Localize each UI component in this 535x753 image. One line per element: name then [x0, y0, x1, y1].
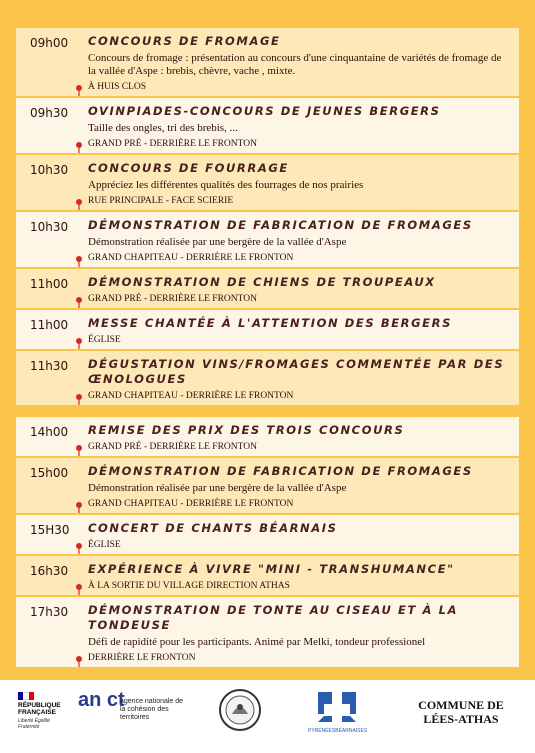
- event-title: EXPÉRIENCE À VIVRE "MINI - TRANSHUMANCE": [88, 562, 455, 576]
- event-location: [88, 581, 511, 591]
- event-location: [88, 499, 511, 509]
- pyrenees-bearnaises-logo: [308, 686, 366, 736]
- event-title: REMISE DES PRIX DES TROIS CONCOURS: [88, 423, 405, 437]
- event-title: DÉMONSTRATION DE FABRICATION DE FROMAGES: [88, 464, 473, 478]
- location-pin-icon: [75, 501, 83, 513]
- event-time: 09h00: [30, 36, 69, 50]
- pyrenees-bearnaises-icon: [308, 686, 366, 728]
- event-title: DÉMONSTRATION DE CHIENS DE TROUPEAUX: [88, 275, 436, 289]
- municipal-seal-icon: [218, 688, 262, 732]
- event-location: [88, 653, 511, 663]
- event-time: 10h30: [30, 163, 69, 177]
- schedule-row: [16, 153, 519, 210]
- event-time: 17h30: [30, 605, 69, 619]
- event-location-text: GRAND CHAPITEAU - DERRIÈRE LE FRONTON: [88, 391, 294, 401]
- event-location: [88, 82, 511, 92]
- event-location: [88, 540, 511, 550]
- event-title: CONCOURS DE FROMAGE: [88, 34, 281, 48]
- event-title: MESSE CHANTÉE À L'ATTENTION DES BERGERS: [88, 316, 452, 330]
- location-pin-icon: [75, 393, 83, 405]
- event-description: Démonstration réalisée par une bergère de la vallée d'Aspe: [88, 236, 347, 248]
- schedule-row: [16, 26, 519, 96]
- event-location: [88, 139, 511, 149]
- event-location: [88, 196, 511, 206]
- partner-footer: [0, 680, 535, 753]
- schedule-row: [16, 349, 519, 405]
- event-title: DÉMONSTRATION DE FABRICATION DE FROMAGES: [88, 218, 473, 232]
- event-title: DÉGUSTATION VINS/FROMAGES COMMENTÉE PAR DES ŒNOLOGUES: [88, 357, 505, 386]
- event-location: [88, 253, 511, 263]
- event-location-text: GRAND CHAPITEAU - DERRIÈRE LE FRONTON: [88, 253, 294, 263]
- event-location-text: GRAND CHAPITEAU - DERRIÈRE LE FRONTON: [88, 499, 294, 509]
- schedule-row: [16, 210, 519, 267]
- event-time: 09h30: [30, 106, 69, 120]
- event-time: 10h30: [30, 220, 69, 234]
- event-description: Défi de rapidité pour les participants. Animé par Melki, tondeur professionel: [88, 636, 426, 648]
- event-description: Taille des ongles, tri des brebis, ...: [88, 122, 238, 134]
- location-pin-icon: [75, 141, 83, 153]
- location-pin-icon: [75, 655, 83, 667]
- event-time: 11h00: [30, 277, 69, 291]
- event-title: CONCOURS DE FOURRAGE: [88, 161, 289, 175]
- event-location: [88, 442, 511, 452]
- event-location-text: ÉGLISE: [88, 335, 121, 345]
- commune-line1: COMMUNE DE: [418, 698, 504, 712]
- schedule-row: [16, 513, 519, 554]
- event-location-text: ÉGLISE: [88, 540, 121, 550]
- event-time: 14h00: [30, 425, 69, 439]
- republique-title: RÉPUBLIQUE FRANÇAISE: [18, 702, 61, 716]
- schedule-row: [16, 267, 519, 308]
- anct-text: agence nationale de la cohésion des territoires: [120, 698, 184, 721]
- event-location-text: RUE PRINCIPALE - FACE SCIERIE: [88, 196, 234, 206]
- republique-motto: Liberté Égalité Fraternité: [18, 718, 50, 730]
- pyrenees-label: PYRÉNÉESBÉARNAISES: [308, 728, 368, 734]
- location-pin-icon: [75, 84, 83, 96]
- commune-line2: LÉES-ATHAS: [423, 712, 499, 726]
- schedule-row: [16, 415, 519, 456]
- event-location-text: GRAND PRÉ - DERRIÈRE LE FRONTON: [88, 139, 257, 149]
- event-location-text: À LA SORTIE DU VILLAGE DIRECTION ATHAS: [88, 581, 290, 591]
- schedule-row: [16, 456, 519, 513]
- commune-name: [396, 698, 526, 726]
- schedule-list: [16, 26, 519, 667]
- event-time: 15H30: [30, 523, 70, 537]
- event-location: [88, 294, 511, 304]
- event-title: DÉMONSTRATION DE TONTE AU CISEAU ET À LA TONDEUSE: [88, 603, 459, 632]
- location-pin-icon: [75, 337, 83, 349]
- event-time: 16h30: [30, 564, 69, 578]
- event-description: Démonstration réalisée par une bergère de la vallée d'Aspe: [88, 482, 347, 494]
- event-location-text: GRAND PRÉ - DERRIÈRE LE FRONTON: [88, 442, 257, 452]
- schedule-row: [16, 554, 519, 595]
- republique-francaise-logo: [18, 692, 68, 730]
- location-pin-icon: [75, 444, 83, 456]
- anct-logo: [78, 690, 188, 730]
- schedule-row: [16, 96, 519, 153]
- event-location-text: GRAND PRÉ - DERRIÈRE LE FRONTON: [88, 294, 257, 304]
- location-pin-icon: [75, 583, 83, 595]
- event-location: [88, 391, 511, 401]
- anct-mark: an ct: [78, 689, 125, 711]
- schedule-row: [16, 595, 519, 667]
- event-title: CONCERT DE CHANTS BÉARNAIS: [88, 521, 338, 535]
- location-pin-icon: [75, 198, 83, 210]
- event-time: 15h00: [30, 466, 69, 480]
- event-time: 11h00: [30, 318, 69, 332]
- event-time: 11h30: [30, 359, 69, 373]
- schedule-row: [16, 308, 519, 349]
- event-location-text: À HUIS CLOS: [88, 82, 147, 92]
- event-description: Appréciez les différentes qualités des fourrages de nos prairies: [88, 179, 364, 191]
- event-description: Concours de fromage : présentation au concours d'une cinquantaine de variétés de fromage de la vallée d'Aspe : brebis, chèvre, vache , mixte.: [88, 52, 502, 77]
- event-location-text: DERRIÈRE LE FRONTON: [88, 653, 196, 663]
- location-pin-icon: [75, 542, 83, 554]
- french-flag-icon: [18, 692, 34, 700]
- location-pin-icon: [75, 296, 83, 308]
- event-location: [88, 335, 511, 345]
- location-pin-icon: [75, 255, 83, 267]
- event-title: OVINPIADES-CONCOURS DE JEUNES BERGERS: [88, 104, 441, 118]
